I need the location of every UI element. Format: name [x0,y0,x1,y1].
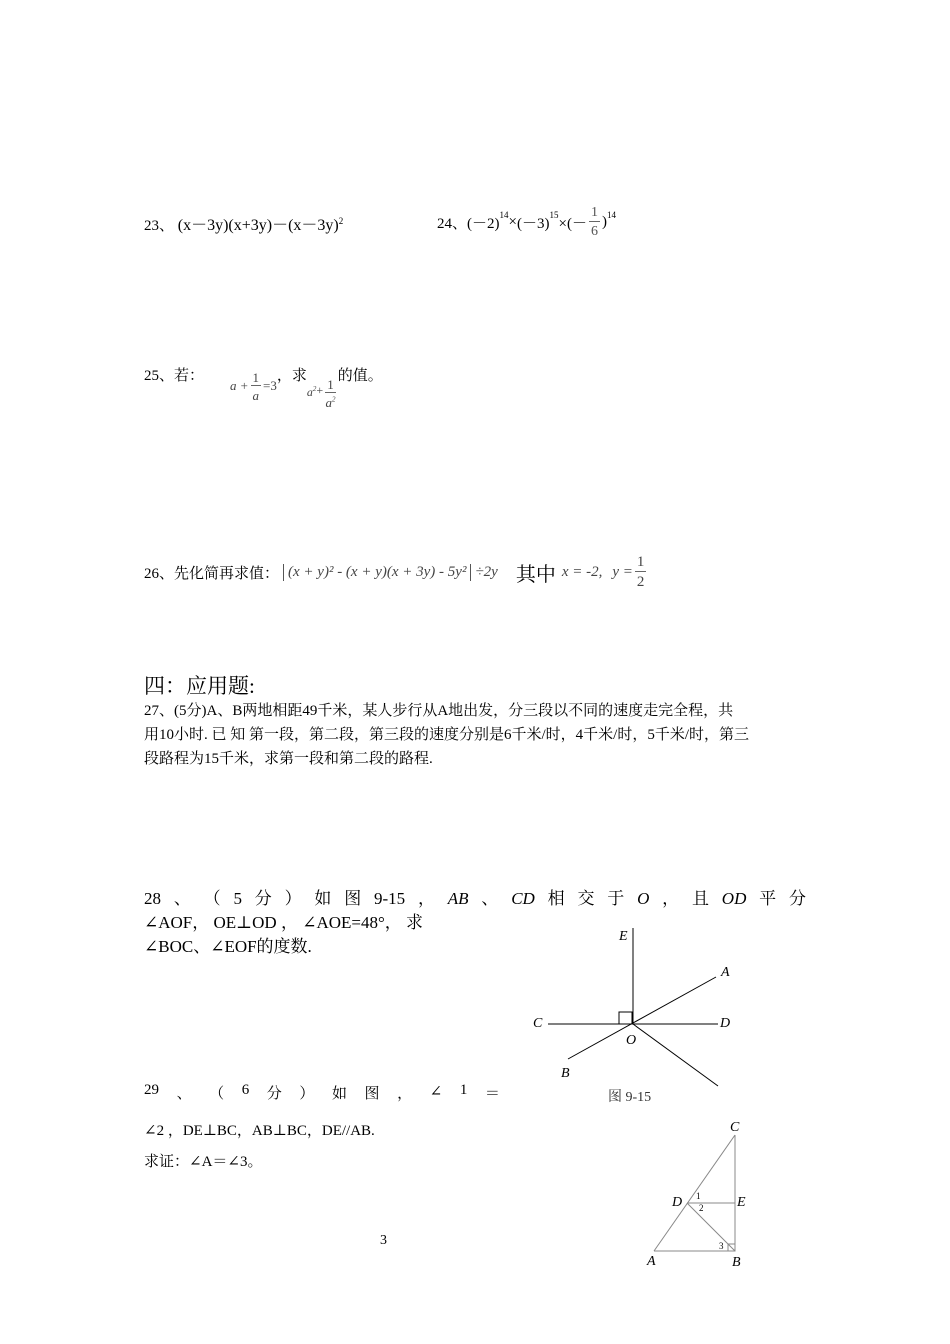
label-b: B [561,1066,570,1081]
problem-28-line1-token: 、 [173,889,191,908]
problem-29-line2: ∠2 ，DE⊥BC，AB⊥BC，DE//AB. [144,1123,375,1139]
problem-26-y-value: y = [612,563,633,580]
problem-28-line1-token: O [637,889,650,908]
problem-28-line1-token: 相 [547,889,565,908]
problem-29-line3: 求证：∠A＝∠3。 [144,1154,263,1170]
problem-28-line1-token: 28 [144,889,161,908]
problem-24-base1: (－2) [467,215,500,232]
problem-24-base2: (－3) [516,215,550,232]
problem-23-number: 23、 [144,218,175,234]
problem-25-frac1-den: a [252,387,260,403]
problem-23 [144,212,343,235]
problem-25-plus: + [316,382,324,397]
label-c: C [730,1120,740,1135]
problem-28-line1-token: 于 [607,889,625,908]
problem-25-a2: $a^2$ [306,384,317,399]
problem-24-frac-num: 1 [590,204,598,220]
problem-28-line1-token: CD [511,889,535,908]
figure-9-15 [520,918,760,1108]
problem-28-line1-token: 9-15 [374,889,406,908]
side-ca [654,1135,735,1251]
problem-26-expression: (x + y)² - (x + y)(x + 3y) - 5y² [283,564,471,581]
problem-29-line1 [144,1082,500,1103]
problem-28-line1-token: ， [417,889,435,908]
problem-24-close: ) [601,213,607,230]
problem-29-line1-token: 6 [241,1082,250,1098]
problem-28-line1-token: （ [203,889,221,908]
problem-24-number: 24、 [437,215,468,232]
problem-29-line1-token: 29 [144,1082,159,1098]
problem-24 [437,200,616,244]
problem-29-line1-token: ） [299,1086,315,1102]
problem-25-frac1-num: 1 [252,369,260,385]
problem-26-given: 其中 [515,563,556,586]
section-heading: 四：应用题: [144,674,255,698]
problem-29-line1-token: 分 [266,1086,282,1102]
problem-26-frac-den: 2 [636,573,645,590]
problem-28-line1-token: ） [284,889,302,908]
label-d: D [720,1016,731,1031]
angle-3: 3 [719,1241,724,1251]
problem-26-x-value: x = -2, [561,563,603,580]
page-number: 3 [380,1233,387,1248]
angle-1: 1 [696,1191,701,1201]
problem-27 [144,699,808,771]
problem-28-line1-token: 如 [314,889,332,908]
problem-29-line1-token: ＝ [484,1086,500,1102]
problem-26-number: 26、先化简再求值： [144,565,280,582]
label-c: C [533,1016,543,1031]
figure-29 [640,1115,760,1275]
label-e: E [737,1195,746,1210]
problem-25-eq: =3 [263,378,277,393]
problem-24-exp2: 15 [549,210,559,220]
ray-of [633,1024,718,1086]
angle-2: 2 [699,1203,704,1213]
problem-25-frac2 [325,378,336,409]
problem-29-line1-token: （ [209,1086,225,1102]
problem-29-line1-token: ∠ [429,1084,443,1100]
problem-28-line1-token: 分 [254,889,272,908]
problem-24-times2: ×(－ [558,215,587,232]
problem-25-number: 25、若： [144,368,205,384]
problem-27-line3: 段路程为15千米，求第一段和第二段的路程. [144,751,433,767]
problem-29-line1-token: 1 [459,1082,468,1098]
problem-29-line1-token: ， [397,1086,413,1102]
problem-28-line1-token: OD [721,889,747,908]
problem-28-line1-token: AB [447,889,469,908]
problem-28-line3: ∠BOC、∠EOF的度数. [144,937,312,956]
right-angle-mark [619,1012,632,1024]
problem-25-frac2-num: 1 [327,376,334,392]
problem-28-line1 [144,887,806,911]
problem-26-frac-num: 1 [636,553,645,570]
label-e: E [619,929,628,944]
figure-caption: 图 9-15 [608,1090,652,1105]
problem-25-frac1 [251,371,262,402]
problem-26 [144,548,648,596]
problem-25-tail: 的值。 [337,368,383,384]
problem-28-line1-token: ， [662,889,680,908]
problem-23-exponent: 2 [338,216,344,226]
problem-29-line1-token: 、 [176,1086,192,1102]
label-o: O [626,1033,637,1048]
problem-24-fraction [589,206,600,239]
problem-25-lhs: a + [230,378,249,393]
problem-28-line1-token: 交 [577,889,595,908]
label-d: D [672,1195,683,1210]
problem-24-times1: × [508,213,517,230]
problem-28-line1-token: 且 [691,889,709,908]
problem-24-exp3: 14 [606,210,616,220]
problem-28-line1-token: 平 [759,889,777,908]
problem-27-line2: 用10小时. 已 知 第一段，第二段，第三段的速度分别是6千米/时，4千米/时，5千米/时，第三 [144,727,750,743]
problem-24-frac-den: 6 [590,223,598,239]
problem-28-line2: ∠AOF， OE⊥OD ， ∠AOE=48°， 求 [144,913,424,932]
label-a: A [721,965,730,980]
problem-28-line1-token: 、 [481,889,499,908]
problem-27-line1: 27、(5分)A、B两地相距49千米，某人步行从A地出发，分三段以不同的速度走完全程，共 [144,703,734,719]
line-ab [568,977,716,1059]
problem-26-divide: ÷2y [475,563,498,580]
label-a: A [647,1254,656,1269]
label-b: B [732,1255,741,1270]
problem-25 [144,362,383,410]
problem-25-mid: ，求 [276,368,307,384]
problem-29 [144,1082,500,1171]
problem-28-line1-token: 图 [344,889,362,908]
problem-28-line1-token: 分 [788,889,806,908]
problem-28-line1-token: 5 [233,889,242,908]
problem-26-fraction [635,555,647,590]
problem-24-exp1: 14 [499,210,509,220]
problem-29-line1-token: 图 [364,1086,380,1102]
problem-25-frac2-den: $a^2$ [325,394,336,410]
problem-29-line1-token: 如 [331,1086,347,1102]
problem-23-expression: (x－3y)(x+3y)－(x－3y) [177,217,339,234]
